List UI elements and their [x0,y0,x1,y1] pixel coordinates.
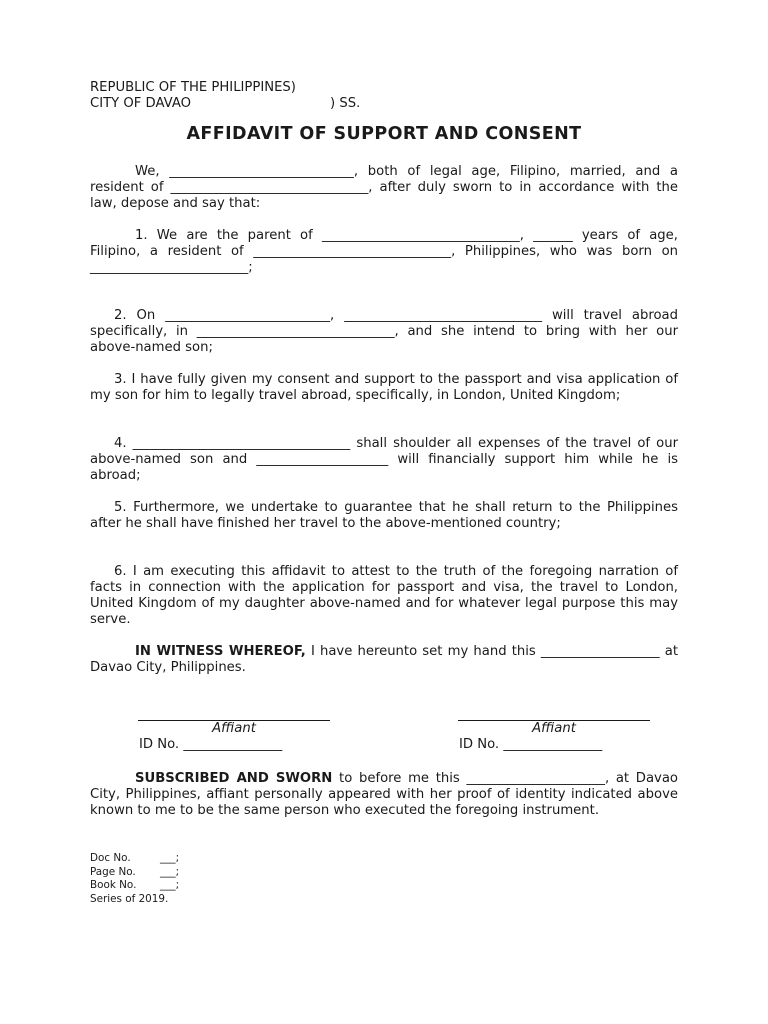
paragraph-2-text: 2. On _________________________, ______________________________ will travel abroad specifically, in ______________________________, and she intend to bring with her our above-named son; [90,308,678,355]
page-no-value: ___; [160,865,180,878]
signature-line-right[interactable] [458,706,650,721]
paragraph-4 [90,436,678,484]
id-number-right: ID No. _______________ [459,737,603,752]
paragraph-6 [90,564,678,628]
doc-no-label: Doc No. [90,852,131,864]
paragraph-2 [90,308,678,356]
intro-text: We, ____________________________, both of legal age, Filipino, married, and a resident of ______________________________, after duly sworn to in accordance with the law, depose and say that: [90,164,678,211]
paragraph-6-text: 6. I am executing this affidavit to attest to the truth of the foregoing narration of facts in connection with the application for passport and visa, the travel to London, United Kingdom of my daughter above-named and for whatever legal purpose this may serve. [90,564,678,627]
venue-header [90,80,450,112]
paragraph-3 [90,372,678,404]
book-no-value: ___; [160,879,180,892]
witness-heading: IN WITNESS WHEREOF, [135,644,306,659]
page-no-label: Page No. [90,865,136,878]
jurat-paragraph [90,771,678,819]
signature-block-right [412,706,612,753]
signature-line-left[interactable] [138,706,330,721]
intro-paragraph [90,164,678,212]
book-no-label: Book No. [90,879,137,892]
paragraph-4-text: 4. _________________________________ shall shoulder all expenses of the travel of our above-named son and ____________________ will financially support him while he is abroad; [90,436,678,483]
jurat-text: to before me this _____________________, at Davao City, Philippines, affiant personally appeared with her proof of identity indicated above known to me to be the same person who executed the foregoing instrument. [90,771,678,818]
affiant-label-left: Affiant [212,721,256,736]
witness-paragraph [90,644,678,676]
paragraph-1-text: 1. We are the parent of ______________________________, ______ years of age, Filipino, a resident of ______________________________, Philippines, who was born on ________________________; [90,228,678,275]
paragraph-5-text: 5. Furthermore, we undertake to guarantee that he shall return to the Philippines after he shall have finished her travel to the above-mentioned country; [90,500,678,531]
document-title: AFFIDAVIT OF SUPPORT AND CONSENT [186,124,582,144]
notarial-register [90,852,179,906]
doc-no-value: ___; [160,852,180,864]
paragraph-1 [90,228,678,276]
witness-text: I have hereunto set my hand this __________________ at Davao City, Philippines. [90,644,678,675]
paragraph-5 [90,500,678,532]
series-year: Series of 2019. [90,892,169,905]
jurat-heading: SUBSCRIBED AND SWORN [135,771,333,786]
venue-city: CITY OF DAVAO [90,96,192,111]
signature-block-left [92,706,292,753]
paragraph-3-text: 3. I have fully given my consent and support to the passport and visa application of my son for him to legally travel abroad, specifically, in London, United Kingdom; [90,372,678,403]
affiant-label-right: Affiant [532,721,576,736]
venue-republic: REPUBLIC OF THE PHILIPPINES) [90,80,296,95]
id-number-left: ID No. _______________ [139,737,283,752]
venue-ss: ) SS. [330,96,361,111]
